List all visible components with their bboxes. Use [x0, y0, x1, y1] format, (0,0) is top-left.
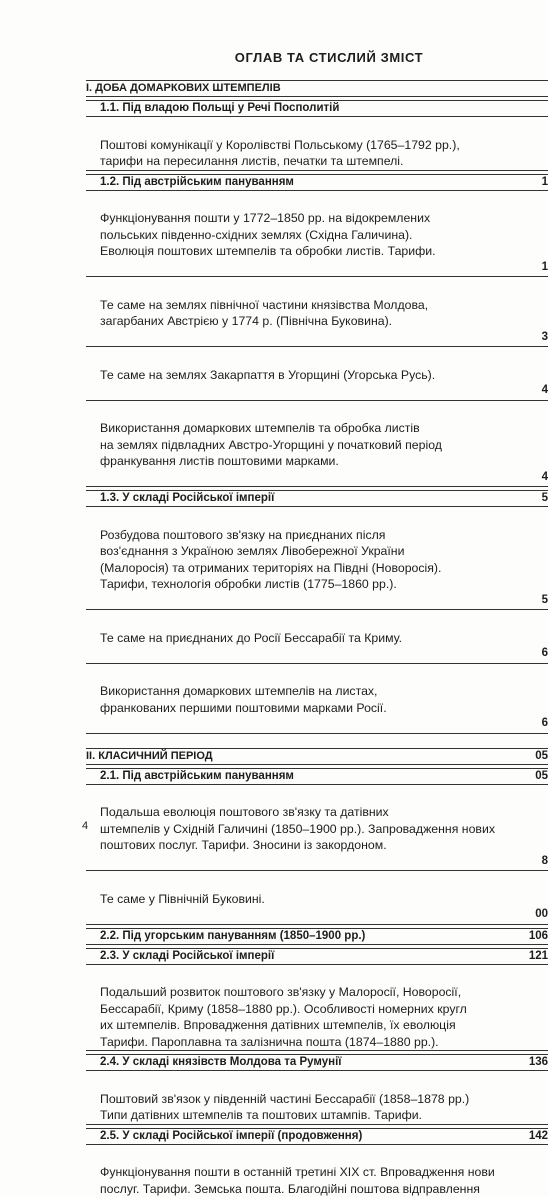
entry-text: Функціонування пошти у 1772–1850 рр. на відокремлених польських південно-східних землях (Східна Галичина). Еволюція поштових штемпелів та обробки листів. Тарифи. — [100, 211, 436, 258]
toc-entry[interactable] — [86, 874, 548, 925]
toc-entry[interactable] — [86, 613, 548, 664]
section-2-1-heading[interactable] — [86, 768, 548, 785]
toc-entry[interactable] — [86, 280, 548, 347]
toc-entry[interactable] — [86, 667, 548, 734]
toc-entry[interactable] — [86, 194, 548, 278]
section-1-3-heading[interactable] — [86, 490, 548, 507]
section-2-2-heading[interactable] — [86, 928, 548, 945]
section-1-2-heading[interactable] — [86, 174, 548, 191]
page-number: 6 — [542, 715, 548, 732]
section-title: 2.3. У складі Російської імперії — [100, 950, 274, 962]
page-number: 00 — [535, 906, 548, 923]
section-title: 1.1. Під владою Польщі у Речі Посполитій — [100, 102, 339, 114]
entry-text: Те саме на приєднаних до Росії Бессарабії та Криму. — [100, 631, 402, 645]
section-2-3-heading[interactable] — [86, 948, 548, 965]
entry-text: Функціонування пошти в останній третині XIX ст. Впровадження нови послуг. Тарифи. Земська пошта. Благодійні поштова відправлення — [100, 1165, 495, 1196]
page-number: 8 — [542, 853, 548, 870]
page-number: 6 — [542, 645, 548, 662]
toc-entry[interactable] — [86, 350, 548, 401]
table-of-contents — [86, 78, 548, 1197]
page-number: 5 — [542, 491, 548, 506]
page-number: 1 — [542, 175, 548, 190]
section-1-1-heading[interactable] — [86, 100, 548, 117]
toc-entry[interactable] — [86, 510, 548, 610]
entry-text: Поштові комунікації у Королівстві Польському (1765–1792 рр.), тарифи на пересилання листів, печатки та штемпелі. — [100, 138, 460, 169]
entry-text: Те саме у Північній Буковині. — [100, 892, 265, 906]
toc-entry[interactable] — [86, 1148, 548, 1197]
entry-text: Те саме на землях Закарпаття в Угорщині (Угорська Русь). — [100, 368, 435, 382]
section-title: 1.3. У складі Російської імперії — [100, 492, 274, 504]
page-number: 4 — [542, 469, 548, 486]
page-number: 136 — [529, 1055, 548, 1070]
toc-entry[interactable] — [86, 404, 548, 488]
part-1-title: І. ДОБА ДОМАРКОВИХ ШТЕМПЕЛІВ — [86, 82, 281, 94]
page-number: 5 — [542, 592, 548, 609]
entry-text: Подальший розвиток поштового зв'язку у Малоросії, Новоросії, Бессарабії, Криму (1858–1880 рр.). Особливості номерних кругл их штемпелів. Впровадження датівних штемпелів, їх еволюція Тарифи. Пароплавна та залізнична пошта (1874–1880 рр.). — [100, 985, 467, 1049]
section-title: 2.1. Під австрійським пануванням — [100, 770, 294, 782]
part-2-heading[interactable] — [86, 748, 548, 765]
toc-entry[interactable] — [86, 1074, 548, 1125]
section-title: 1.2. Під австрійським пануванням — [100, 176, 294, 188]
entry-text: Подальша еволюція поштового зв'язку та датівних штемпелів у Східній Галичині (1850–1900 рр.). Запровадження нових поштових послуг. Тарифи. Зносини із закордоном. — [100, 805, 495, 852]
page-number: 05 — [535, 749, 548, 764]
entry-text: Те саме на землях північної частини князівства Молдова, загарбаних Австрією у 1774 р. (Північна Буковина). — [100, 298, 428, 329]
entry-text: Розбудова поштового зв'язку на приєднаних після воз'єднання з Україною землях Лівобережної України (Малоросія) та отриманих територіях на Півдні (Новоросія). Тарифи, технологія обробки листів (1775–1860 рр.). — [100, 528, 441, 592]
part-1-heading[interactable] — [86, 80, 548, 97]
entry-text: Використання домаркових штемпелів на листах, франкованих першими поштовими марками Росії. — [100, 684, 387, 715]
section-title: 2.4. У складі князівств Молдова та Румунії — [100, 1056, 342, 1068]
page-number: 4 — [542, 382, 548, 399]
page-number: 121 — [529, 949, 548, 964]
part-2-title: ІІ. КЛАСИЧНИЙ ПЕРІОД — [86, 750, 213, 762]
footer-page-number: 4 — [82, 820, 88, 832]
section-2-4-heading[interactable] — [86, 1054, 548, 1071]
page-number: 3 — [542, 329, 548, 346]
toc-entry[interactable] — [86, 788, 548, 872]
page-number: 106 — [529, 929, 548, 944]
entry-text: Поштовий зв'язок у південній частині Бессарабії (1858–1878 рр.) Типи датівних штемпелів та поштових штампів. Тарифи. — [100, 1092, 469, 1123]
page-number: 05 — [535, 769, 548, 784]
page-number: 142 — [529, 1129, 548, 1144]
section-title: 2.5. У складі Російської імперії (продовження) — [100, 1130, 362, 1142]
toc-entry[interactable] — [86, 968, 548, 1052]
page-number: 1 — [542, 259, 548, 276]
toc-entry[interactable] — [86, 120, 548, 171]
entry-text: Використання домаркових штемпелів та обробка листів на землях підвладних Австро-Угорщині у початковий період франкування листів поштовими марками. — [100, 421, 442, 468]
section-title: 2.2. Під угорським пануванням (1850–1900 рр.) — [100, 930, 365, 942]
page-title: ОГЛАВ ТА СТИСЛИЙ ЗМІСТ — [0, 50, 548, 65]
section-2-5-heading[interactable] — [86, 1128, 548, 1145]
